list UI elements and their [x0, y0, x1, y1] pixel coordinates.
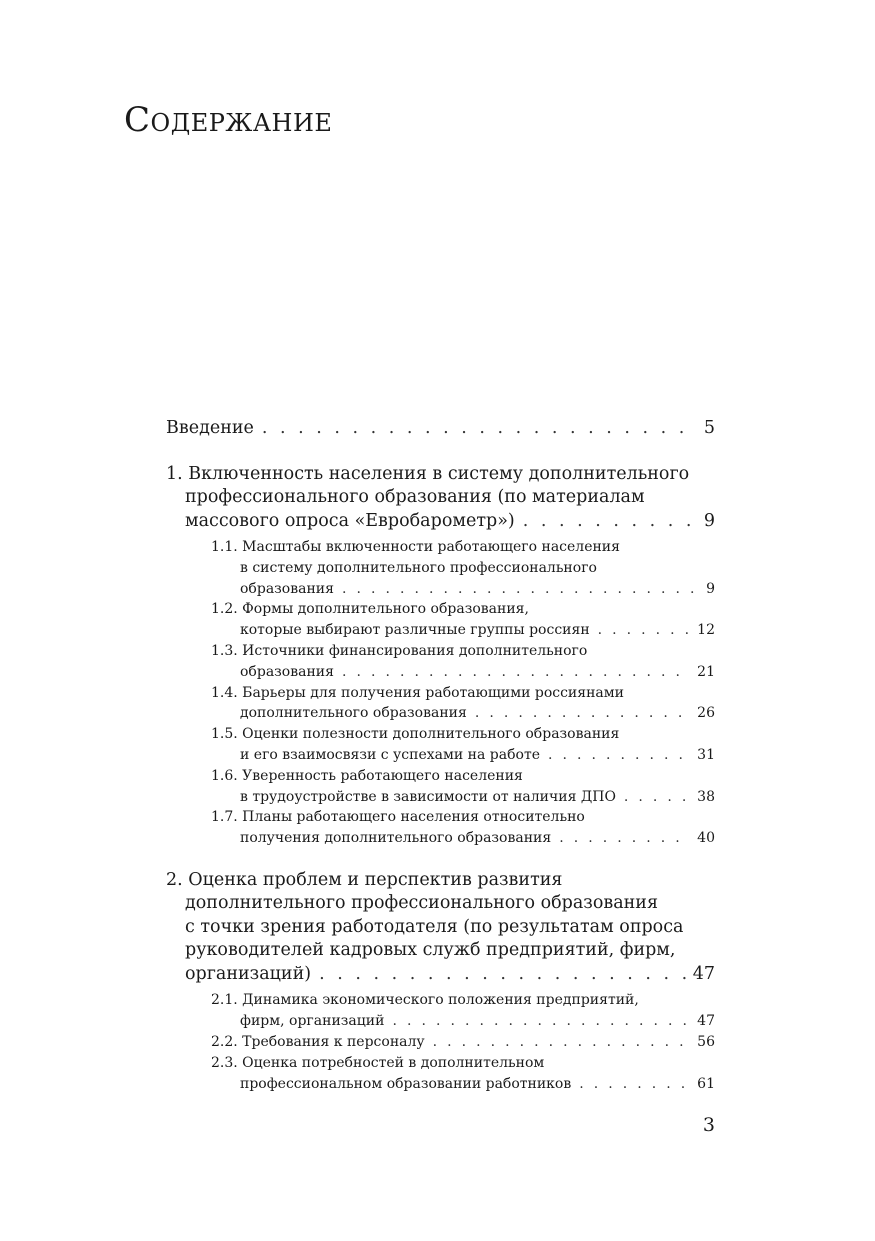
toc-entry-section-1-5[interactable]	[211, 724, 715, 766]
toc-entry-section-2-1[interactable]	[211, 990, 715, 1032]
toc-entry-section-1-6[interactable]	[211, 766, 715, 808]
toc-entry-section-1-4[interactable]	[211, 683, 715, 725]
dot-leader	[392, 1011, 691, 1032]
toc-entry-section-2-2[interactable]	[211, 1032, 715, 1053]
dot-leader	[342, 662, 691, 683]
toc-entry-line: профессионального образования (по материалам	[185, 487, 645, 507]
toc-entry-line: руководителей кадровых служб предприятий, фирм,	[185, 940, 676, 961]
toc-page-number: 21	[697, 663, 715, 680]
toc-entry-section-1-1[interactable]	[211, 537, 715, 599]
toc-page-number: 9	[706, 580, 715, 597]
dot-leader	[624, 787, 691, 808]
toc-entry-line: 1. Включенность населения в систему дополнительного	[166, 463, 690, 484]
toc-entry-section-1-7[interactable]	[211, 807, 715, 849]
dot-leader	[548, 745, 691, 766]
toc-entry-line: 1.3. Источники финансирования дополнительного	[211, 642, 588, 659]
toc-entry-line: 1.6. Уверенность работающего населения	[211, 767, 523, 784]
toc-entry-line: и его взаимосвязи с успехами на работе	[240, 746, 540, 763]
toc-entry-line: фирм, организаций	[240, 1013, 385, 1030]
toc-entry-line: в трудоустройстве в зависимости от наличия ДПО	[240, 788, 616, 805]
dot-leader	[342, 579, 700, 600]
dot-leader	[579, 1074, 691, 1095]
toc-entry-line: массового опроса «Евробарометр»)	[185, 510, 515, 531]
toc-entry-line: образования	[240, 580, 334, 597]
toc-entry-line: дополнительного образования	[240, 705, 467, 722]
page-number: 3	[702, 1114, 715, 1136]
toc-entry-line: с точки зрения работодателя (по результатам опроса	[185, 916, 684, 937]
dot-leader	[262, 417, 698, 441]
toc-entry-line: 2.3. Оценка потребностей в дополнительном	[211, 1054, 545, 1071]
toc-entry-line: 1.5. Оценки полезности дополнительного образования	[211, 726, 620, 743]
toc-page-number: 26	[697, 705, 715, 722]
toc-entry-line: 2. Оценка проблем и перспектив развития	[166, 869, 563, 890]
toc-entry-line: образования	[240, 663, 334, 680]
toc-page-number: 9	[703, 510, 715, 531]
toc-entry-label: Введение	[166, 418, 254, 438]
toc-entry-line: которые выбирают различные группы россиян	[240, 622, 590, 639]
dot-leader	[559, 828, 691, 849]
toc-entry-line: 1.1. Масштабы включенности работающего населения	[211, 539, 620, 555]
dot-leader	[433, 1032, 692, 1053]
toc-entry-section-1-2[interactable]	[211, 599, 715, 641]
toc-entry-line: 2.2. Требования к персоналу	[211, 1034, 425, 1051]
toc-entry-section-1-3[interactable]	[211, 641, 715, 683]
toc-page-number: 38	[697, 788, 715, 805]
page-title: Содержание	[124, 100, 333, 140]
toc-page-number: 47	[692, 963, 715, 984]
toc-entry-line: 1.4. Барьеры для получения работающими россиянами	[211, 684, 624, 701]
toc-entry-chapter-2[interactable]	[166, 869, 715, 987]
dot-leader	[598, 620, 692, 641]
toc-page-number: 5	[703, 418, 715, 438]
dot-leader	[523, 510, 698, 534]
toc-entry-line: 2.1. Динамика экономического положения предприятий,	[211, 992, 639, 1009]
toc-page-number: 31	[697, 746, 715, 763]
toc-entry-line: дополнительного профессионального образования	[185, 893, 659, 914]
toc-page-number: 61	[697, 1075, 715, 1092]
toc-entry-line: получения дополнительного образования	[240, 830, 552, 847]
toc-entry-line: организаций)	[185, 963, 312, 984]
dot-leader	[475, 703, 691, 724]
table-of-contents	[166, 417, 715, 1094]
toc-page-number: 12	[697, 622, 715, 639]
toc-entry-intro[interactable]	[166, 417, 715, 441]
toc-page-number: 47	[697, 1013, 715, 1030]
toc-entry-chapter-1[interactable]	[166, 463, 715, 534]
toc-entry-line: профессиональном образовании работников	[240, 1075, 572, 1092]
dot-leader	[319, 963, 687, 987]
toc-entry-line: 1.2. Формы дополнительного образования,	[211, 601, 529, 618]
toc-entry-line: 1.7. Планы работающего населения относительно	[211, 809, 585, 826]
toc-page-number: 56	[697, 1034, 715, 1051]
toc-entry-section-2-3[interactable]	[211, 1053, 715, 1095]
toc-entry-line: в систему дополнительного профессионального	[240, 559, 597, 576]
toc-page-number: 40	[697, 830, 715, 847]
